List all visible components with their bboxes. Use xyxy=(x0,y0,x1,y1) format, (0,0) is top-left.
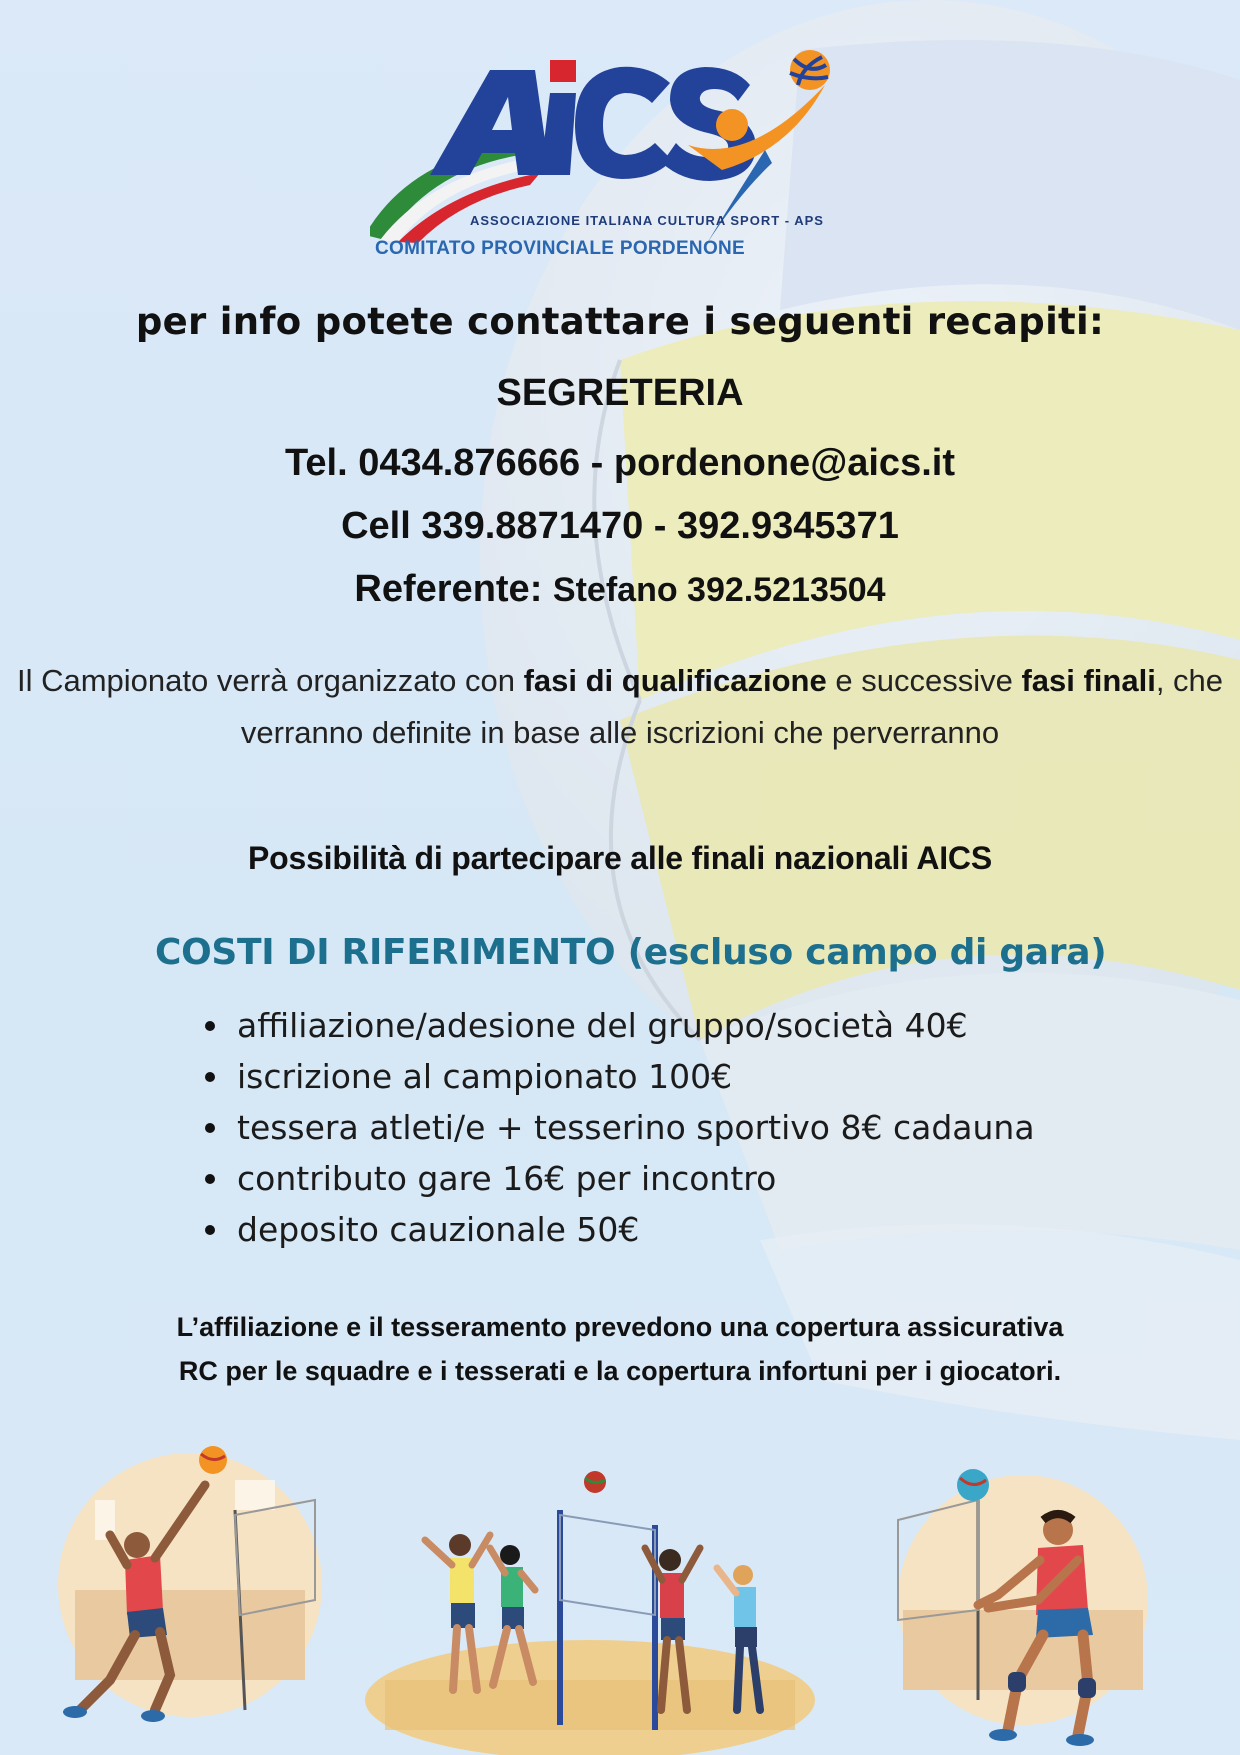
logo-subtitle-association: ASSOCIAZIONE ITALIANA CULTURA SPORT - APS xyxy=(470,213,824,228)
male-digger-illustration xyxy=(888,1460,1153,1750)
national-finals-note: Possibilità di partecipare alle finali nazionali AICS xyxy=(248,840,992,876)
description-text-3: , che verranno definite in base alle iscrizioni che perverranno xyxy=(240,663,1224,750)
office-label: SEGRETERIA xyxy=(496,372,744,414)
cost-item: contributo gare 16€ per incontro xyxy=(205,1153,1035,1204)
description-text-2: e successive xyxy=(826,663,1022,698)
description-bold-finals: fasi finali xyxy=(1021,663,1156,698)
description-text-1: Il Campionato verrà organizzato con xyxy=(16,663,524,698)
cost-item: deposito cauzionale 50€ xyxy=(205,1204,1035,1255)
description-bold-qualification: fasi di qualificazione xyxy=(523,663,827,698)
contact-intro: per info potete contattare i seguenti recapiti: xyxy=(135,300,1105,343)
team-match-illustration xyxy=(365,1470,815,1755)
referent-line xyxy=(0,568,1240,611)
coverage-line-2: RC per le squadre e i tesserati e la copertura infortuni per i giocatori. xyxy=(178,1356,1062,1386)
female-spiker-illustration xyxy=(55,1440,330,1740)
cost-item: affiliazione/adesione del gruppo/società 40€ xyxy=(205,1000,1035,1051)
costs-list xyxy=(205,1000,1035,1255)
cost-item: tessera atleti/e + tesserino sportivo 8€ cadauna xyxy=(205,1102,1035,1153)
costs-title: COSTI DI RIFERIMENTO (escluso campo di gara) xyxy=(155,932,1107,973)
insurance-coverage-note xyxy=(0,1305,1240,1393)
referent-value: Stefano 392.5213504 xyxy=(552,571,886,609)
championship-description xyxy=(0,655,1240,759)
cost-item: iscrizione al campionato 100€ xyxy=(205,1051,1035,1102)
mobile-line: Cell 339.8871470 - 392.9345371 xyxy=(341,505,899,547)
logo-subtitle-committee: COMITATO PROVINCIALE PORDENONE xyxy=(375,238,746,259)
aics-logo xyxy=(370,45,930,280)
referent-label: Referente: xyxy=(354,568,543,610)
phone-email-line: Tel. 0434.876666 - pordenone@aics.it xyxy=(285,442,955,484)
coverage-line-1: L’affiliazione e il tesseramento prevedono una copertura assicurativa xyxy=(176,1312,1064,1342)
